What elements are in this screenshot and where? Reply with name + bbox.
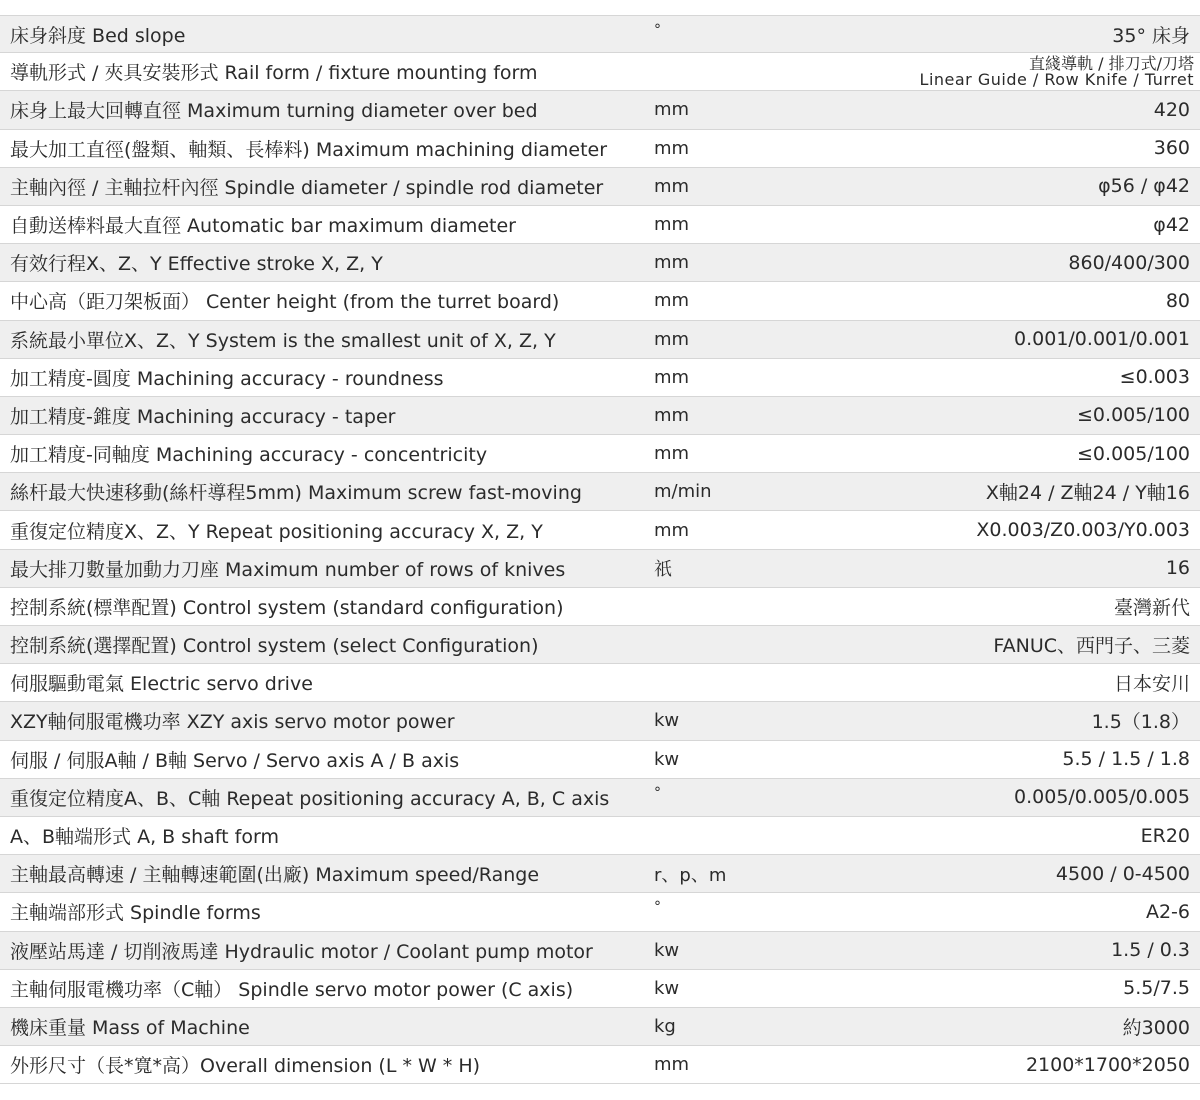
value-label: 約3000 <box>1122 1016 1190 1039</box>
unit-label: mm <box>654 1054 690 1076</box>
param-label: 控制系統(標準配置) Control system (standard configuration) <box>10 596 564 619</box>
unit-label: r、p、m <box>654 864 727 886</box>
table-row <box>0 435 1200 473</box>
param-label: 加工精度-錐度 Machining accuracy - taper <box>10 405 396 428</box>
value-label: 2100*1700*2050 <box>1025 1053 1190 1076</box>
unit-label: ° <box>654 22 661 38</box>
value-label: 80 <box>1165 289 1190 312</box>
param-label: 伺服驅動電氣 Electric servo drive <box>10 673 313 696</box>
table-row <box>0 321 1200 359</box>
unit-label: kw <box>654 710 680 732</box>
param-label: 伺服 / 伺服A軸 / B軸 Servo / Servo axis A / B axis <box>10 749 460 772</box>
value-label: X軸24 / Z軸24 / Y軸16 <box>985 482 1190 505</box>
value-label: φ42 <box>1153 213 1190 236</box>
table-row <box>0 1046 1200 1084</box>
value-line-2: Linear Guide / Row Knife / Turret <box>919 69 1194 89</box>
param-label: XZY軸伺服電機功率 XZY axis servo motor power <box>10 711 455 734</box>
param-label: 主軸最高轉速 / 主軸轉速範圍(出廠) Maximum speed/Range <box>10 864 540 887</box>
param-label: 系統最小單位X、Z、Y System is the smallest unit of X, Z, Y <box>10 329 556 352</box>
table-row <box>0 779 1200 817</box>
param-label: 主軸內徑 / 主軸拉杆內徑 Spindle diameter / spindle rod diameter <box>10 176 604 199</box>
value-label: 0.005/0.005/0.005 <box>1014 786 1190 809</box>
param-label: 最大加工直徑(盤類、軸類、長棒料) Maximum machining diameter <box>10 138 608 161</box>
value-label: FANUC、西門子、三菱 <box>993 635 1190 658</box>
unit-label: mm <box>654 175 690 197</box>
value-label <box>920 53 1194 90</box>
param-label: 絲杆最大快速移動(絲杆導程5mm) Maximum screw fast-moving <box>10 482 582 505</box>
unit-label: mm <box>654 519 690 541</box>
unit-label: kg <box>654 1015 676 1037</box>
value-label: A2-6 <box>1145 900 1190 923</box>
table-row <box>0 91 1200 129</box>
table-row <box>0 550 1200 588</box>
param-label: 主軸端部形式 Spindle forms <box>10 902 261 925</box>
param-label: 液壓站馬達 / 切削液馬達 Hydraulic motor / Coolant pump motor <box>10 940 593 963</box>
table-row <box>0 15 1200 53</box>
unit-label: ° <box>654 899 661 916</box>
unit-label: mm <box>654 366 690 388</box>
param-label: 最大排刀數量加動力刀座 Maximum number of rows of knives <box>10 558 566 581</box>
param-label: 外形尺寸（長*寬*高）Overall dimension (L * W * H) <box>10 1055 481 1078</box>
table-row <box>0 244 1200 282</box>
table-row <box>0 702 1200 740</box>
unit-label: mm <box>654 99 690 121</box>
unit-label: mm <box>654 290 690 312</box>
value-label: ≤0.003 <box>1119 366 1190 389</box>
value-label: 16 <box>1165 557 1190 580</box>
value-label: 臺灣新代 <box>1113 596 1190 619</box>
unit-label: mm <box>654 404 690 426</box>
param-label: 加工精度-同軸度 Machining accuracy - concentricity <box>10 444 488 467</box>
value-label: φ56 / φ42 <box>1098 175 1190 198</box>
unit-label: ° <box>654 784 661 801</box>
param-label: 主軸伺服電機功率（C軸） Spindle servo motor power (C axis) <box>10 978 574 1001</box>
table-row <box>0 626 1200 664</box>
param-label: 重復定位精度A、B、C軸 Repeat positioning accuracy A, B, C axis <box>10 787 610 810</box>
table-row <box>0 588 1200 626</box>
table-row <box>0 664 1200 702</box>
value-label: 1.5 / 0.3 <box>1111 939 1190 962</box>
spec-table <box>0 15 1200 1084</box>
param-label: 中心高（距刀架板面） Center height (from the turret board) <box>10 291 560 314</box>
value-label: 35° 床身 <box>1112 24 1190 47</box>
table-row <box>0 932 1200 970</box>
param-label: 床身上最大回轉直徑 Maximum turning diameter over bed <box>10 100 538 123</box>
param-label: 有效行程X、Z、Y Effective stroke X, Z, Y <box>10 253 383 276</box>
value-label: 5.5 / 1.5 / 1.8 <box>1062 748 1190 771</box>
table-row <box>0 397 1200 435</box>
unit-label: kw <box>654 939 680 961</box>
param-label: 重復定位精度X、Z、Y Repeat positioning accuracy X, Z, Y <box>10 520 543 543</box>
table-row <box>0 206 1200 244</box>
param-label: 加工精度-圓度 Machining accuracy - roundness <box>10 367 444 390</box>
table-row <box>0 855 1200 893</box>
unit-label: kw <box>654 977 680 999</box>
table-row <box>0 359 1200 397</box>
value-label: 4500 / 0-4500 <box>1055 862 1190 885</box>
value-label: ER20 <box>1140 824 1190 847</box>
param-label: A、B軸端形式 A, B shaft form <box>10 826 279 849</box>
value-label: ≤0.005/100 <box>1077 404 1190 427</box>
value-label: 0.001/0.001/0.001 <box>1014 328 1190 351</box>
table-row <box>0 282 1200 320</box>
param-label: 自動送棒料最大直徑 Automatic bar maximum diameter <box>10 215 516 238</box>
table-row <box>0 1008 1200 1046</box>
unit-label: mm <box>654 137 690 159</box>
table-row <box>0 741 1200 779</box>
value-label: 360 <box>1153 137 1190 160</box>
unit-label: m/min <box>654 481 712 503</box>
value-label: 5.5/7.5 <box>1123 977 1190 1000</box>
value-label: 日本安川 <box>1113 673 1190 696</box>
unit-label: mm <box>654 252 690 274</box>
unit-label: 祇 <box>654 559 672 581</box>
table-row <box>0 130 1200 168</box>
value-label: ≤0.005/100 <box>1077 442 1190 465</box>
table-row <box>0 511 1200 549</box>
value-label: X0.003/Z0.003/Y0.003 <box>976 519 1190 542</box>
table-row <box>0 473 1200 511</box>
param-label: 機床重量 Mass of Machine <box>10 1016 250 1039</box>
table-row <box>0 53 1200 91</box>
unit-label: mm <box>654 214 690 236</box>
table-row <box>0 970 1200 1008</box>
table-row <box>0 893 1200 931</box>
param-label: 床身斜度 Bed slope <box>10 24 186 47</box>
value-label: 860/400/300 <box>1068 251 1190 274</box>
unit-label: mm <box>654 328 690 350</box>
value-label: 1.5（1.8） <box>1091 711 1190 734</box>
table-row <box>0 168 1200 206</box>
table-row <box>0 817 1200 855</box>
param-label: 控制系統(選擇配置) Control system (select Configuration) <box>10 635 539 658</box>
unit-label: kw <box>654 748 680 770</box>
value-label: 420 <box>1153 98 1190 121</box>
param-label: 導軌形式 / 夾具安裝形式 Rail form / fixture mounting form <box>10 62 538 85</box>
value-line-1: 直綫導軌 / 排刀式/刀塔 <box>1029 53 1194 73</box>
unit-label: mm <box>654 443 690 465</box>
